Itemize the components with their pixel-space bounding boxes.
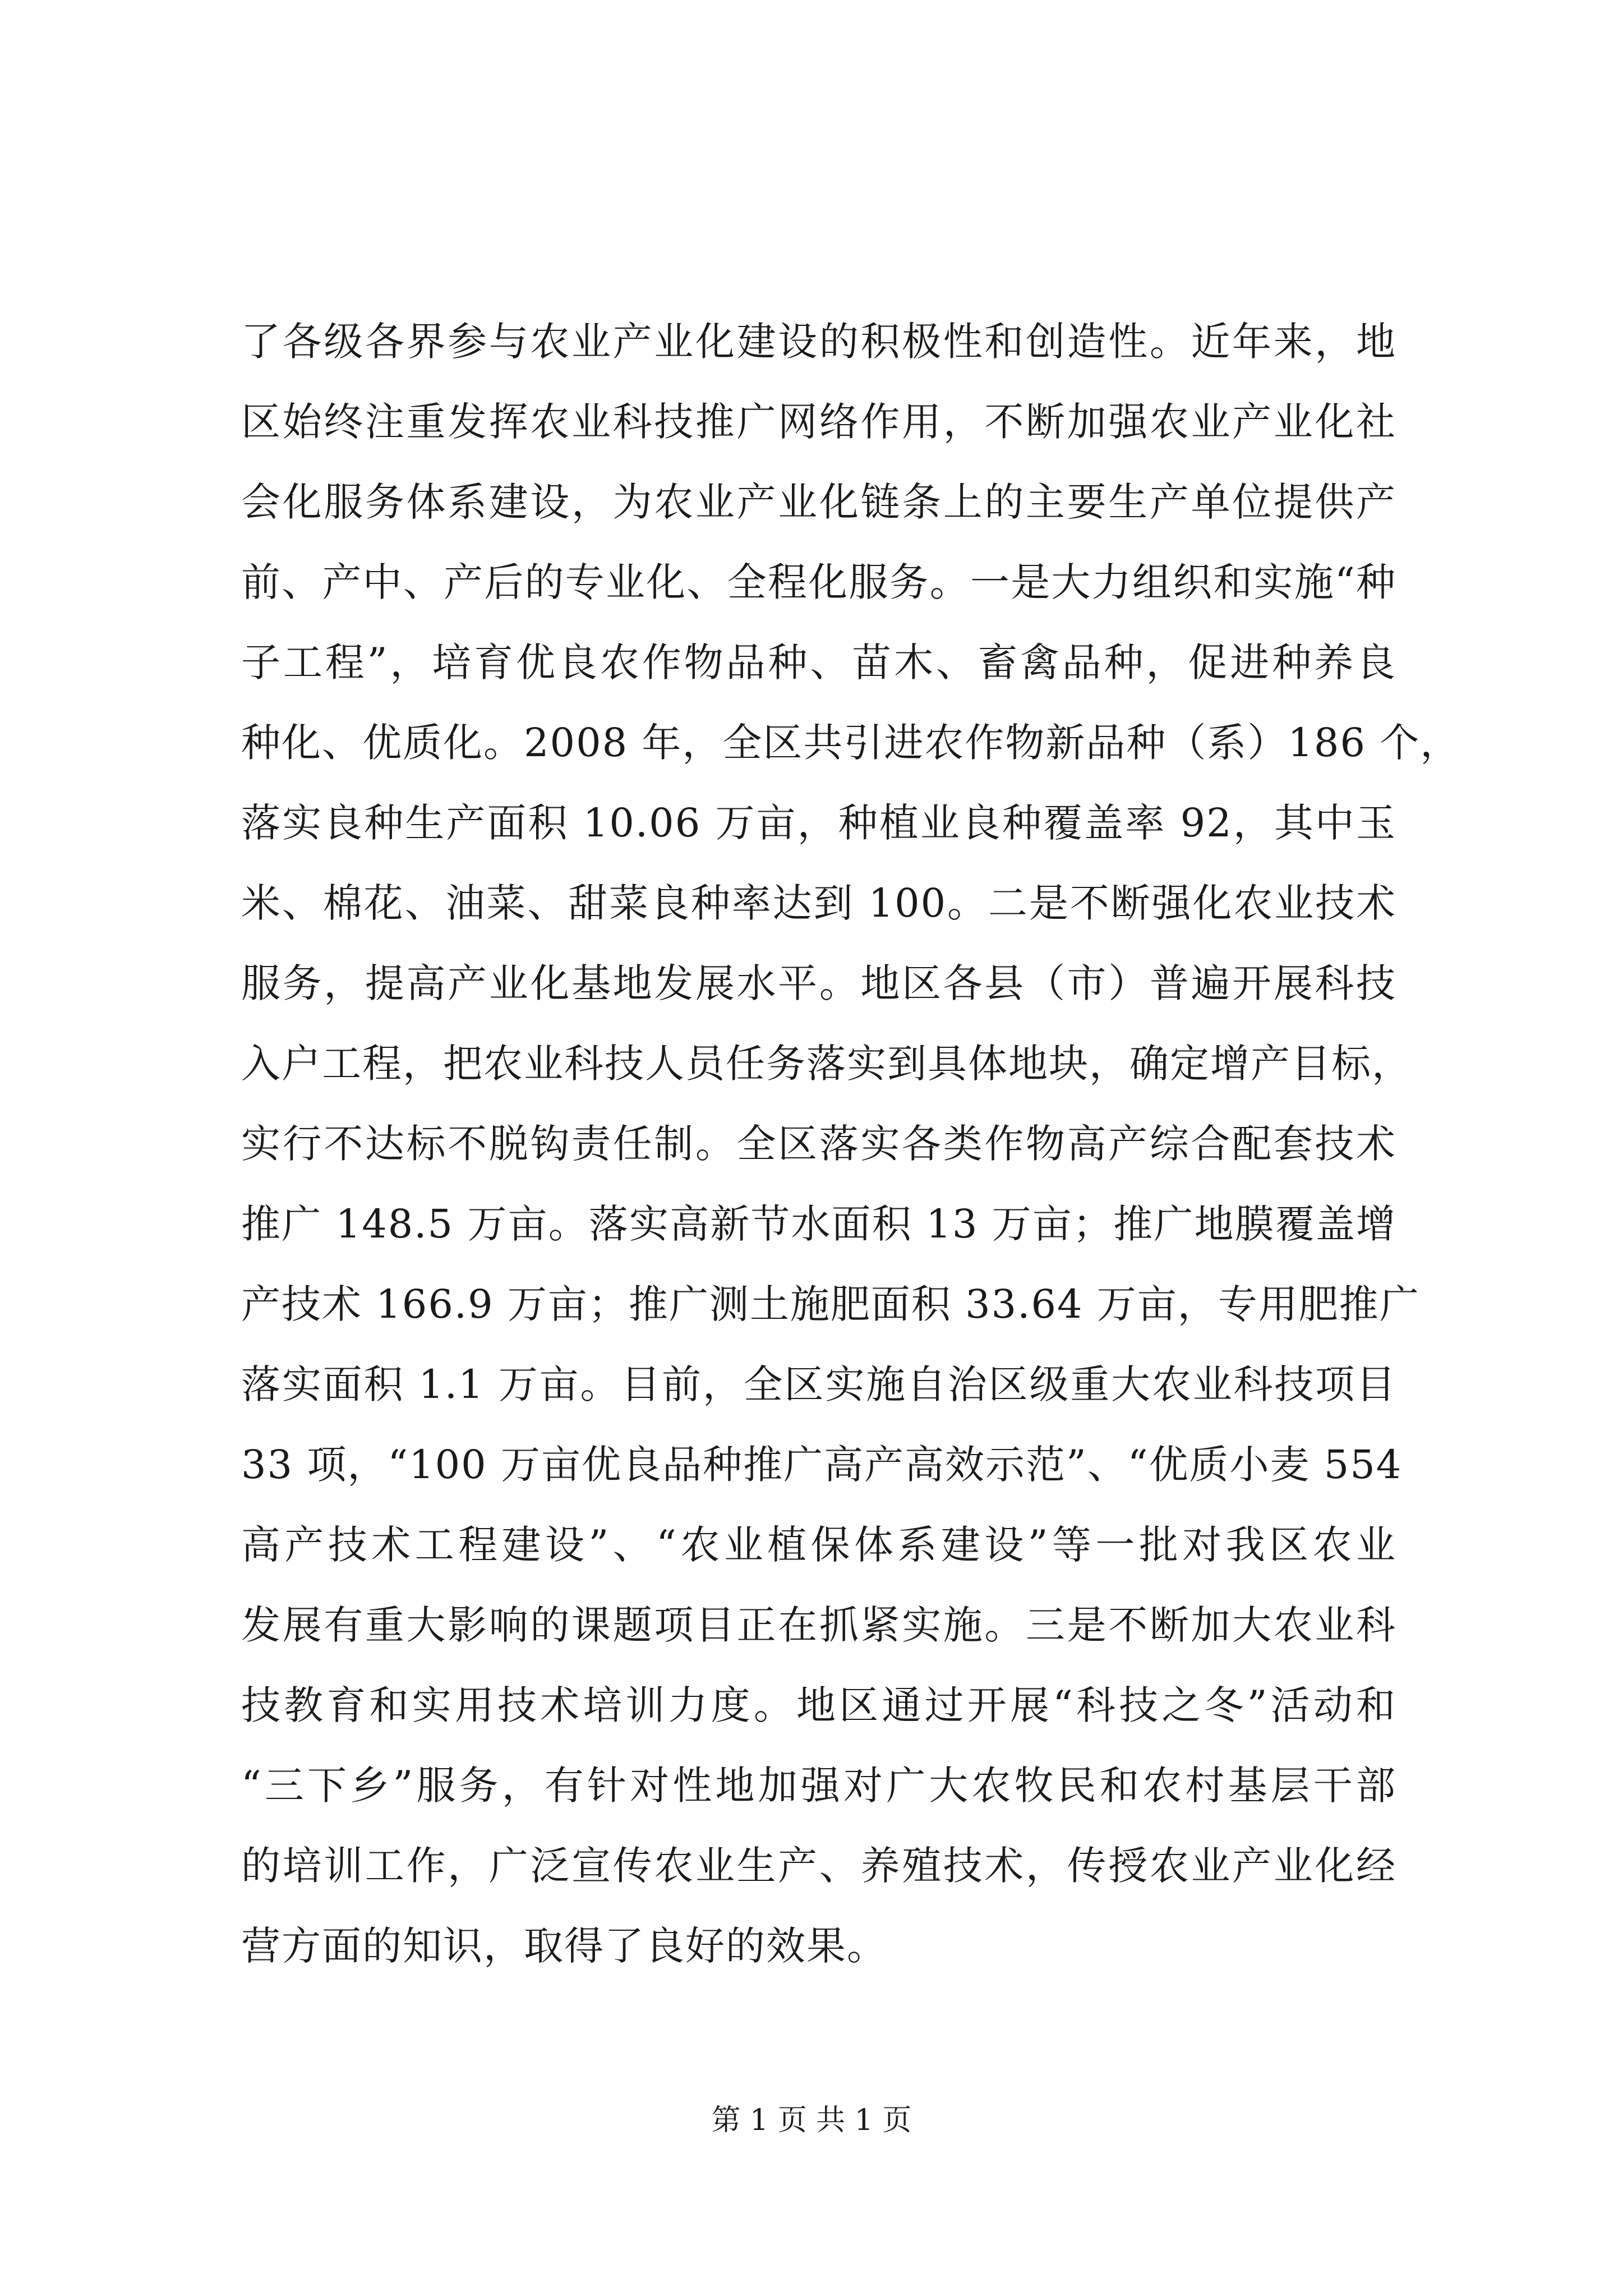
paragraph-line-19: “三下乡”服务，有针对性地加强对广大农牧民和农村基层干部 [241,1763,1396,1809]
paragraph-line-4: 前、产中、产后的专业化、全程化服务。一是大力组织和实施“种 [241,559,1396,605]
paragraph-line-7: 落实良种生产面积 10.06 万亩，种植业良种覆盖率 92，其中玉 [241,800,1396,846]
paragraph-line-10: 入户工程，把农业科技人员任务落实到具体地块，确定增产目标， [241,1041,1412,1087]
paragraph-line-2: 区始终注重发挥农业科技推广网络作用，不断加强农业产业化社 [241,399,1396,445]
paragraph-line-21: 营方面的知识，取得了良好的效果。 [241,1923,887,1969]
paragraph-line-8: 米、棉花、油菜、甜菜良种率达到 100。二是不断强化农业技术 [241,880,1396,926]
paragraph-line-12: 推广 148.5 万亩。落实高新节水面积 13 万亩；推广地膜覆盖增 [241,1201,1396,1247]
paragraph-line-1: 了各级各界参与农业产业化建设的积极性和创造性。近年来，地 [241,319,1396,365]
paragraph-line-16: 高产技术工程建设”、“农业植保体系建设”等一批对我区农业 [241,1522,1396,1568]
page-number-footer: 第 1 页 共 1 页 [711,2104,912,2137]
paragraph-line-17: 发展有重大影响的课题项目正在抓紧实施。三是不断加大农业科 [241,1602,1396,1648]
paragraph-line-5: 子工程”，培育优良农作物品种、苗木、畜禽品种，促进种养良 [241,639,1396,685]
paragraph-line-9: 服务，提高产业化基地发展水平。地区各县（市）普遍开展科技 [241,960,1396,1006]
paragraph-line-3: 会化服务体系建设，为农业产业化链条上的主要生产单位提供产 [241,479,1396,525]
paragraph-line-6: 种化、优质化。2008 年，全区共引进农作物新品种（系）186 个， [241,720,1461,766]
body-paragraph [241,302,1461,1986]
paragraph-line-20: 的培训工作，广泛宣传农业生产、养殖技术，传授农业产业化经 [241,1843,1396,1889]
paragraph-line-13: 产技术 166.9 万亩；推广测土施肥面积 33.64 万亩，专用肥推广 [241,1281,1420,1327]
paragraph-line-15: 33 项，“100 万亩优良品种推广高产高效示范”、“优质小麦 554 [241,1442,1403,1488]
paragraph-line-11: 实行不达标不脱钩责任制。全区落实各类作物高产综合配套技术 [241,1121,1396,1167]
paragraph-line-18: 技教育和实用技术培训力度。地区通过开展“科技之冬”活动和 [241,1682,1396,1728]
paragraph-line-14: 落实面积 1.1 万亩。目前，全区实施自治区级重大农业科技项目 [241,1361,1396,1407]
